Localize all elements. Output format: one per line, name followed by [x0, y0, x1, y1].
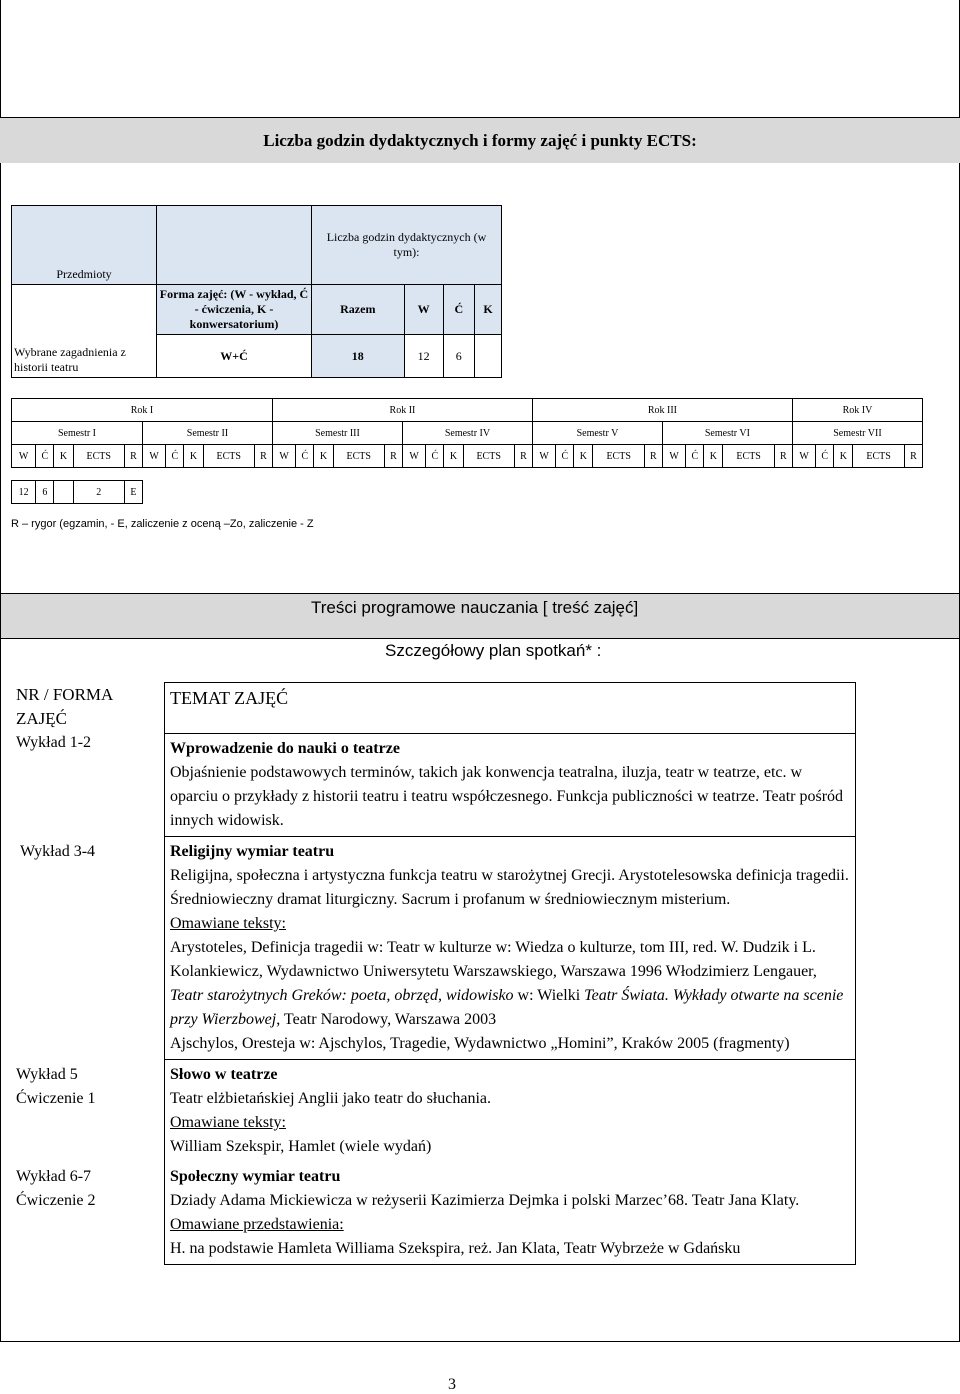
- sem-col-w: W: [402, 445, 425, 468]
- sem-col-r: R: [904, 445, 922, 468]
- col-k: K: [475, 285, 502, 335]
- col-form: Forma zajęć: (W - wykład, Ć - ćwiczenia, K - konwersatorium): [157, 285, 312, 335]
- semester-5: Semestr V: [532, 422, 662, 445]
- semester-7: Semestr VII: [792, 422, 922, 445]
- section-header-content: [0, 593, 960, 639]
- year-3: Rok III: [532, 399, 792, 422]
- hours-table: [11, 205, 502, 378]
- page-number: 3: [448, 1376, 456, 1393]
- sem-col-w: W: [143, 445, 166, 468]
- sem-value: 2: [73, 481, 124, 504]
- plan-form-2: Wykład 3-4: [20, 842, 96, 860]
- sem-col-k: K: [834, 445, 853, 468]
- sem-col-w: W: [662, 445, 685, 468]
- col-topic-header: TEMAT ZAJĘĆ: [165, 683, 856, 734]
- sem-col-k: K: [444, 445, 463, 468]
- col-form-header: NR / FORMA ZAJĘĆ: [16, 684, 113, 728]
- plan-table: NR / FORMA ZAJĘĆ Wykład 1-2 TEMAT ZAJĘĆ Wprowadzenie do nauki o teatrze Objaśnienie podstawowych terminów, takich jak konwencja teatralna, iluzja, teatr w teatrze, etc. w oparciu o przykłady z historii teatru i teatru współczesnego. Funkcja publiczności w teatrze. Teatr pośród innych widowisk. Wykład 3-4 Religijny wymiar teatru Religijna, społeczna i artystyczna funkcja teatru w starożytnej Grecji. Arystotelesowska definicja tragedii. Średniowieczny dramat liturgiczny. Sacrum i profanum w średniowiecznym misterium. Omawiane teksty: Arystoteles, Definicja tragedii w: Teatr w kulturze w: Wiedza o kulturze, tom III, red. W. Dudzik i L. Kolankiewicz, Wydawnictwo Uniwersytetu Warszawskiego, Warszawa 1996 Włodzimierz Lengauer, Teatr starożytnych Greków: poeta, obrzęd, widowisko w: Wielki Teatr Świata. Wykłady otwarte na scenie przy Wierzbowej, Teatr Narodowy, Warszawa 2003 Ajschylos, Oresteja w: Ajschylos, Tragedie, Wydawnictwo „Homini”, Kraków 2005 (fragmenty) Wykład 5 Ćwiczenie 1 Słowo w teatrze Teatr elżbietańskiej Anglii jako teatr do słuchania. Omawiane teksty: William Szekspir, Hamlet (wiele wydań) Wykład 6-7 Ćwiczenie 2 Społeczny wymiar teatru Dziady Adama Mickiewicza w reżyserii Kazimierza Dejmka i polski Marzec’68. Teatr Jana Klaty. Omawiane przedstawienia: H. na podstawie Hamleta Williama Szekspira, reż. Jan Klata, Teatr Wybrzeże w Gdańsku: [11, 682, 856, 1265]
- col-c: Ć: [443, 285, 474, 335]
- year-2: Rok II: [272, 399, 532, 422]
- k-value: [475, 335, 502, 378]
- sem-col-k: K: [54, 445, 73, 468]
- sem-col-ects: ECTS: [853, 445, 904, 468]
- razem-value: 18: [312, 335, 405, 378]
- c-value: 6: [443, 335, 474, 378]
- sem-col-w: W: [532, 445, 555, 468]
- plan-form-4: Wykład 6-7: [16, 1168, 92, 1185]
- sem-col-ects: ECTS: [723, 445, 774, 468]
- sem-col-ć: Ć: [426, 445, 444, 468]
- years-table: [11, 398, 923, 504]
- sem-col-ć: Ć: [296, 445, 314, 468]
- plan-form-1: Wykład 1-2: [16, 733, 92, 751]
- semester-2: Semestr II: [143, 422, 273, 445]
- sem-col-k: K: [704, 445, 723, 468]
- subject-name: Wybrane zagadnienia z historii teatru: [12, 285, 157, 378]
- sem-value: 12: [12, 481, 36, 504]
- section-header-ects: Liczba godzin dydaktycznych i formy zajęć i punkty ECTS:: [0, 117, 960, 163]
- sem-col-ects: ECTS: [463, 445, 514, 468]
- w-value: 12: [404, 335, 443, 378]
- sem-col-ć: Ć: [556, 445, 574, 468]
- sem-col-k: K: [184, 445, 203, 468]
- sem-col-ects: ECTS: [203, 445, 254, 468]
- col-razem: Razem: [312, 285, 405, 335]
- sem-value: 6: [36, 481, 54, 504]
- sem-col-r: R: [254, 445, 272, 468]
- semester-4: Semestr IV: [402, 422, 532, 445]
- sem-col-w: W: [12, 445, 36, 468]
- year-1: Rok I: [12, 399, 273, 422]
- sem-col-r: R: [644, 445, 662, 468]
- col-subjects: Przedmioty: [12, 206, 157, 285]
- year-4: Rok IV: [792, 399, 922, 422]
- semester-6: Semestr VI: [662, 422, 792, 445]
- section-title: Treści programowe nauczania [ treść zajęć]: [311, 598, 639, 617]
- sem-col-ects: ECTS: [333, 445, 384, 468]
- sem-col-ects: ECTS: [73, 445, 124, 468]
- col-w: W: [404, 285, 443, 335]
- sem-col-r: R: [774, 445, 792, 468]
- sem-value: E: [124, 481, 142, 504]
- sem-col-ć: Ć: [686, 445, 704, 468]
- plan-form-3: Wykład 5: [16, 1065, 78, 1083]
- plan-title: Szczegółowy plan spotkań* :: [385, 641, 602, 660]
- sem-col-ć: Ć: [816, 445, 834, 468]
- sem-col-r: R: [384, 445, 402, 468]
- col-hours: Liczba godzin dydaktycznych (w tym):: [312, 206, 502, 285]
- sem-col-r: R: [124, 445, 142, 468]
- plan-row-4: Społeczny wymiar teatru Dziady Adama Mickiewicza w reżyserii Kazimierza Dejmka i polski Marzec’68. Teatr Jana Klaty. Omawiane przedstawienia: H. na podstawie Hamleta Williama Szekspira, reż. Jan Klata, Teatr Wybrzeże w Gdańsku: [165, 1162, 856, 1265]
- form-value: W+Ć: [157, 335, 312, 378]
- sem-col-k: K: [574, 445, 593, 468]
- plan-row-3: Słowo w teatrze Teatr elżbietańskiej Anglii jako teatr do słuchania. Omawiane teksty: William Szekspir, Hamlet (wiele wydań): [165, 1060, 856, 1163]
- sem-col-ć: Ć: [36, 445, 54, 468]
- plan-row-1: Wprowadzenie do nauki o teatrze Objaśnienie podstawowych terminów, takich jak konwencja teatralna, iluzja, teatr w teatrze, etc. w oparciu o przykłady z historii teatru i teatru współczesnego. Funkcja publiczności w teatrze. Teatr pośród innych widowisk.: [165, 734, 856, 837]
- sem-value: [54, 481, 73, 504]
- sem-col-ects: ECTS: [593, 445, 644, 468]
- semester-1: Semestr I: [12, 422, 143, 445]
- sem-col-ć: Ć: [166, 445, 184, 468]
- rigor-legend: R – rygor (egzamin, - E, zaliczenie z oceną –Zo, zaliczenie - Z: [11, 518, 314, 530]
- plan-row-2: Religijny wymiar teatru Religijna, społeczna i artystyczna funkcja teatru w starożytnej Grecji. Arystotelesowska definicja tragedii. Średniowieczny dramat liturgiczny. Sacrum i profanum w średniowiecznym misterium. Omawiane teksty: Arystoteles, Definicja tragedii w: Teatr w kulturze w: Wiedza o kulturze, tom III, red. W. Dudzik i L. Kolankiewicz, Wydawnictwo Uniwersytetu Warszawskiego, Warszawa 1996 Włodzimierz Lengauer, Teatr starożytnych Greków: poeta, obrzęd, widowisko w: Wielki Teatr Świata. Wykłady otwarte na scenie przy Wierzbowej, Teatr Narodowy, Warszawa 2003 Ajschylos, Oresteja w: Ajschylos, Tragedie, Wydawnictwo „Homini”, Kraków 2005 (fragmenty): [165, 837, 856, 1060]
- sem-col-w: W: [272, 445, 295, 468]
- sem-col-w: W: [792, 445, 815, 468]
- semester-3: Semestr III: [272, 422, 402, 445]
- sem-col-r: R: [514, 445, 532, 468]
- sem-col-k: K: [314, 445, 333, 468]
